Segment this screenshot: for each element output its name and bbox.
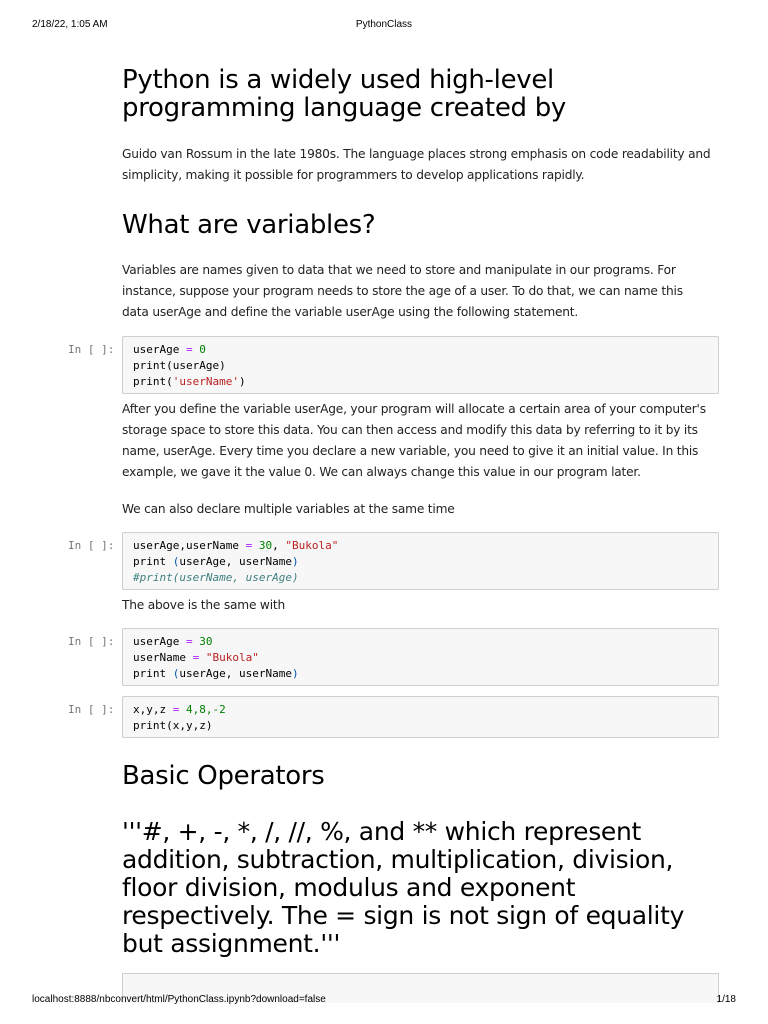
intro-text: Guido van Rossum in the late 1980s. The language places strong emphasis on code readability and simplicity, making it possible for programmers to develop applications rapidly. <box>122 147 711 182</box>
code-line: print(x,y,z) <box>133 719 213 732</box>
print-url: localhost:8888/nbconvert/html/PythonClass.ipynb?download=false <box>32 994 326 1005</box>
code-line: x,y,z = 4,8,-2 <box>133 703 226 716</box>
code-line: print (userAge, userName) <box>133 667 299 680</box>
code-line: userAge = 30 <box>133 635 213 648</box>
code-line: userAge = 0 <box>133 343 206 356</box>
code-line: print (userAge, userName) <box>133 555 299 568</box>
after-define-text: After you define the variable userAge, your program will allocate a certain area of your computer's storage space to store this data. You can then access and modify this data by referring to it by its name, userAge. Every time you declare a new variable, you need to give it an initial value. In this example, we gave it the value 0. We can always change this value in our program later. <box>122 402 706 479</box>
intro-heading: Python is a widely used high-level programming language created by <box>122 65 566 123</box>
cell-prompt-1: In [ ]: <box>68 343 115 356</box>
code-line: #print(userName, userAge) <box>133 571 299 584</box>
cell-prompt-4: In [ ]: <box>68 703 115 716</box>
operators-text: '''#, +, -, *, /, //, %, and ** which represent addition, subtraction, multiplication, division, floor division, modulus and exponent respectively. The = sign is not sign of equality but assignment.''' <box>122 817 685 958</box>
code-cell-1[interactable] <box>122 336 719 394</box>
code-cell-4[interactable] <box>122 696 719 738</box>
variables-text: Variables are names given to data that we need to store and manipulate in our programs. For instance, suppose your program needs to store the age of a user. To do that, we can name this data userAge and define the variable userAge using the following statement. <box>122 263 683 319</box>
multiple-text: We can also declare multiple variables at the same time <box>122 502 455 516</box>
code-cell-2[interactable] <box>122 532 719 590</box>
code-line: userName = "Bukola" <box>133 651 259 664</box>
code-cell-3[interactable] <box>122 628 719 686</box>
print-date: 2/18/22, 1:05 AM <box>32 19 108 30</box>
cell-prompt-3: In [ ]: <box>68 635 115 648</box>
operators-heading: Basic Operators <box>122 761 325 791</box>
code-line: userAge,userName = 30, "Bukola" <box>133 539 339 552</box>
variables-heading: What are variables? <box>122 210 376 240</box>
print-footer <box>0 994 768 1008</box>
page-number: 1/18 <box>716 994 736 1005</box>
same-text: The above is the same with <box>122 598 285 612</box>
cell-prompt-2: In [ ]: <box>68 539 115 552</box>
code-line: print('userName') <box>133 375 246 388</box>
code-line: print(userAge) <box>133 359 226 372</box>
print-title: PythonClass <box>355 19 413 30</box>
